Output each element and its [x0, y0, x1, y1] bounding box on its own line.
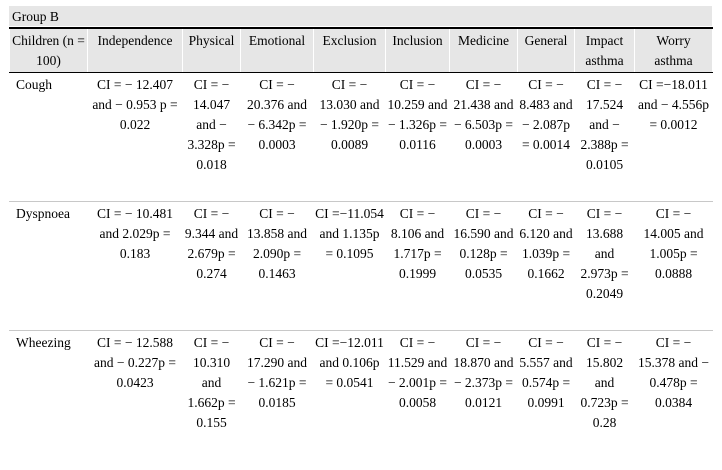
header-row: [10, 28, 713, 72]
column-header: Impact asthma: [575, 28, 635, 72]
column-header: Emotional: [241, 28, 314, 72]
table-row: [10, 201, 713, 330]
table-cell: CI = − 17.290 and − 1.621p = 0.0185: [241, 330, 314, 459]
table-cell: CI = − 17.524 and − 2.388p = 0.0105: [575, 72, 635, 201]
table-cell: CI =−12.011 and 0.106p = 0.0541: [314, 330, 386, 459]
row-label: Cough: [10, 72, 88, 201]
table-cell: CI =−18.011 and − 4.556p = 0.0012: [635, 72, 713, 201]
row-label: Dyspnoea: [10, 201, 88, 330]
row-label: Wheezing: [10, 330, 88, 459]
table-cell: CI = − 8.106 and 1.717p = 0.1999: [386, 201, 450, 330]
column-header: Medicine: [450, 28, 518, 72]
column-header: General: [518, 28, 575, 72]
table-cell: CI = − 16.590 and 0.128p = 0.0535: [450, 201, 518, 330]
table-cell: CI = − 10.481 and 2.029p = 0.183: [88, 201, 183, 330]
table-row: [10, 330, 713, 459]
table-cell: CI = − 21.438 and − 6.503p = 0.0003: [450, 72, 518, 201]
table-cell: CI = − 8.483 and − 2.087p = 0.0014: [518, 72, 575, 201]
table-row: [10, 72, 713, 201]
table-cell: CI = − 14.005 and 1.005p = 0.0888: [635, 201, 713, 330]
table-cell: CI = − 15.802 and 0.723p = 0.28: [575, 330, 635, 459]
column-header: Exclusion: [314, 28, 386, 72]
table-cell: CI = − 12.588 and − 0.227p = 0.0423: [88, 330, 183, 459]
table-cell: CI = − 9.344 and 2.679p = 0.274: [183, 201, 241, 330]
column-header: Physical: [183, 28, 241, 72]
column-header: Children (n = 100): [10, 28, 88, 72]
table-cell: CI = − 12.407 and − 0.953 p = 0.022: [88, 72, 183, 201]
table-cell: CI = − 10.310 and 1.662p = 0.155: [183, 330, 241, 459]
table-cell: CI = − 6.120 and 1.039p = 0.1662: [518, 201, 575, 330]
table-cell: CI = − 20.376 and − 6.342p = 0.0003: [241, 72, 314, 201]
table-cell: CI = − 15.378 and − 0.478p = 0.0384: [635, 330, 713, 459]
table-cell: CI = − 18.870 and − 2.373p = 0.0121: [450, 330, 518, 459]
results-table: [9, 27, 713, 459]
table-cell: CI = − 13.688 and 2.973p = 0.2049: [575, 201, 635, 330]
group-caption: Group B: [9, 6, 712, 26]
column-header: Independence: [88, 28, 183, 72]
column-header: Inclusion: [386, 28, 450, 72]
table-cell: CI = − 13.858 and 2.090p = 0.1463: [241, 201, 314, 330]
table-cell: CI = − 13.030 and − 1.920p = 0.0089: [314, 72, 386, 201]
table-cell: CI = − 10.259 and − 1.326p = 0.0116: [386, 72, 450, 201]
table-cell: CI =−11.054 and 1.135p = 0.1095: [314, 201, 386, 330]
table-cell: CI = − 5.557 and 0.574p = 0.0991: [518, 330, 575, 459]
column-header: Worry asthma: [635, 28, 713, 72]
table-cell: CI = − 11.529 and − 2.001p = 0.0058: [386, 330, 450, 459]
table-cell: CI = − 14.047 and − 3.328p = 0.018: [183, 72, 241, 201]
